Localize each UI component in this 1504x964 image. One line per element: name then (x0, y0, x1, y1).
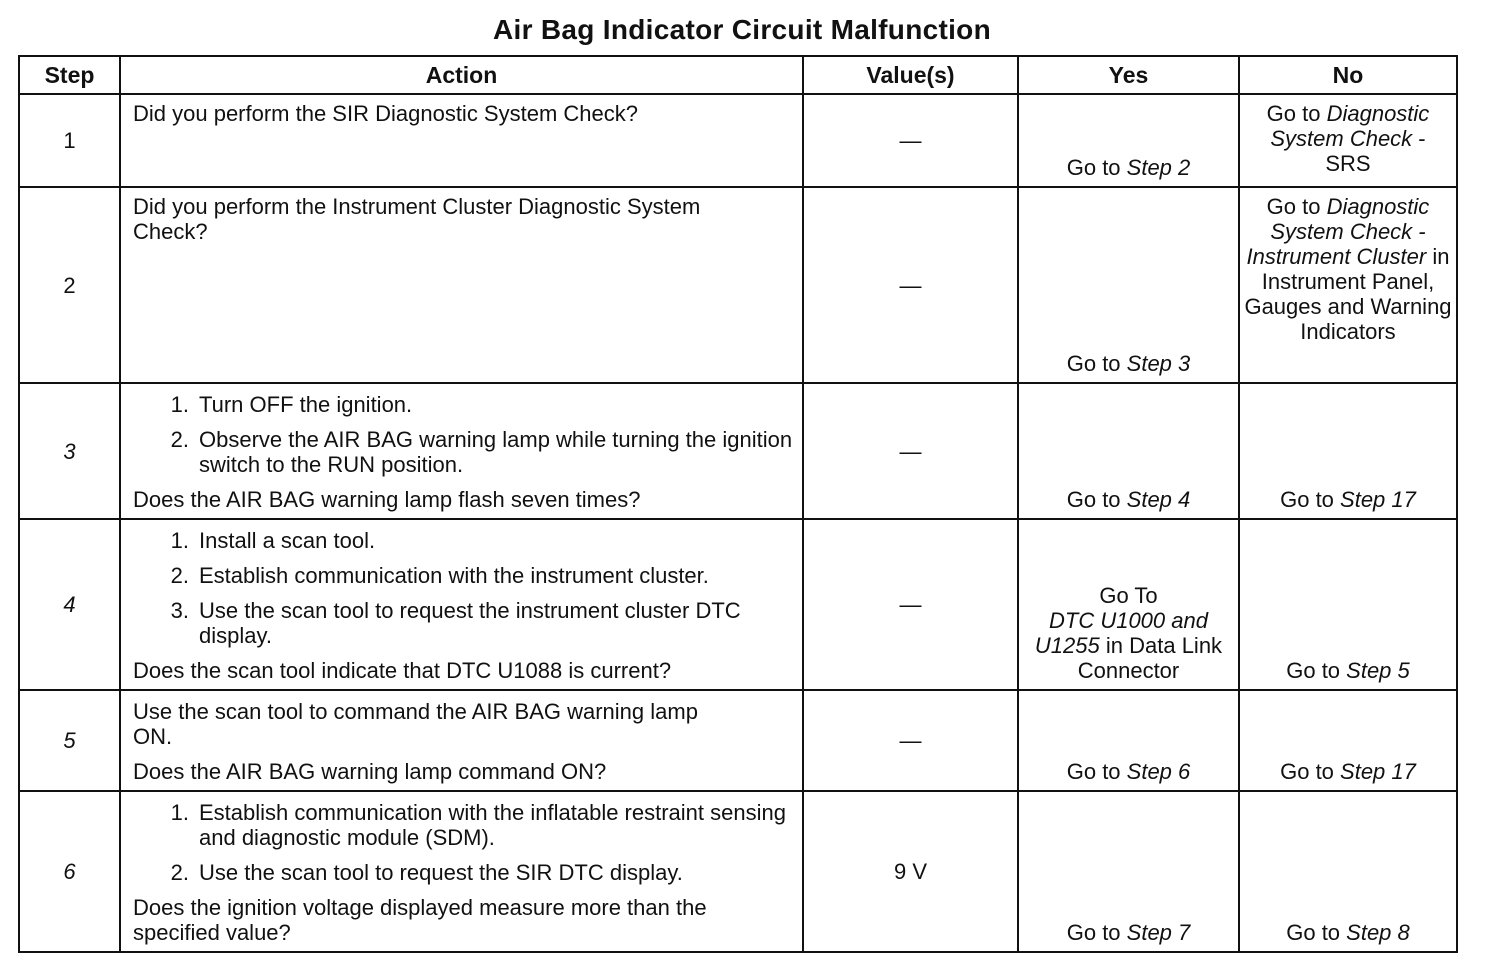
question-text: Does the scan tool indicate that DTC U1088 is current? (133, 658, 672, 683)
action-text: Did you perform the SIR Diagnostic System Check? (133, 101, 638, 126)
yes-cell: Go to Step 7 (1018, 791, 1239, 952)
action-cell (120, 519, 803, 690)
header-action: Action (120, 56, 803, 94)
yes-cell: Go to Step 2 (1018, 94, 1239, 187)
action-text: Did you perform the Instrument Cluster Diagnostic System Check? (133, 194, 701, 244)
diagnostic-table (18, 55, 1458, 953)
list-item: 2. Use the scan tool to request the SIR DTC display. (170, 860, 683, 885)
procedure-link: Diagnostic System Check (1270, 101, 1430, 151)
step-number: 1 (19, 94, 120, 187)
step-number: 3 (19, 383, 120, 519)
list-item: 1. Establish communication with the inflatable restraint sensing and diagnostic module (SDM). (170, 800, 786, 850)
procedure-link: DTC U1000 and U1255 (1034, 608, 1208, 658)
table-row (19, 791, 1457, 952)
procedure-link: Diagnostic System Check - Instrument Cluster (1246, 194, 1430, 269)
step-number: 2 (19, 187, 120, 383)
page-title: Air Bag Indicator Circuit Malfunction (492, 14, 991, 45)
no-cell: Go to Step 17 (1239, 383, 1457, 519)
value-cell: — (803, 519, 1018, 690)
header-no: No (1239, 56, 1457, 94)
action-cell (120, 791, 803, 952)
step-link: Step 2 (1126, 155, 1191, 180)
step-number: 5 (19, 690, 120, 791)
step-link: Step 17 (1340, 759, 1416, 784)
step-link: Step 7 (1126, 920, 1191, 945)
yes-cell: Go To DTC U1000 and U1255 in Data Link Connector (1018, 519, 1239, 690)
action-cell (120, 94, 803, 187)
action-text: Use the scan tool to command the AIR BAG warning lamp ON. (133, 699, 698, 749)
step-link: Step 6 (1126, 759, 1191, 784)
list-item: 3. Use the scan tool to request the instrument cluster DTC display. (170, 598, 741, 648)
action-cell (120, 187, 803, 383)
table-row (19, 519, 1457, 690)
list-item: 2. Establish communication with the instrument cluster. (170, 563, 709, 588)
value-cell: — (803, 383, 1018, 519)
value-cell: 9 V (803, 791, 1018, 952)
step-number: 6 (19, 791, 120, 952)
step-link: Step 4 (1126, 487, 1191, 512)
table-row (19, 94, 1457, 187)
header-yes: Yes (1018, 56, 1239, 94)
list-item: 2. Observe the AIR BAG warning lamp while turning the ignition switch to the RUN position. (170, 427, 793, 477)
step-link: Step 8 (1346, 920, 1410, 945)
question-text: Does the AIR BAG warning lamp flash seven times? (133, 487, 641, 512)
action-cell (120, 690, 803, 791)
no-cell: Go to Step 5 (1239, 519, 1457, 690)
question-text: Does the ignition voltage displayed measure more than the specified value? (133, 895, 707, 945)
value-cell: — (803, 690, 1018, 791)
no-cell: Go to Diagnostic System Check - SRS (1239, 94, 1457, 187)
yes-cell: Go to Step 3 (1018, 187, 1239, 383)
table-row (19, 690, 1457, 791)
no-cell: Go to Diagnostic System Check - Instrument Cluster in Instrument Panel, Gauges and Warning Indicators (1239, 187, 1457, 383)
question-text: Does the AIR BAG warning lamp command ON? (133, 759, 607, 784)
no-cell: Go to Step 17 (1239, 690, 1457, 791)
header-row (19, 56, 1457, 94)
value-cell: — (803, 187, 1018, 383)
list-item: 1. Turn OFF the ignition. (170, 392, 413, 417)
yes-cell: Go to Step 6 (1018, 690, 1239, 791)
yes-cell: Go to Step 4 (1018, 383, 1239, 519)
step-number: 4 (19, 519, 120, 690)
list-item: 1. Install a scan tool. (170, 528, 376, 553)
table-row (19, 383, 1457, 519)
step-link: Step 3 (1126, 351, 1191, 376)
step-link: Step 17 (1340, 487, 1416, 512)
step-link: Step 5 (1346, 658, 1410, 683)
header-step: Step (19, 56, 120, 94)
no-cell: Go to Step 8 (1239, 791, 1457, 952)
header-values: Value(s) (803, 56, 1018, 94)
table-row (19, 187, 1457, 383)
value-cell: — (803, 94, 1018, 187)
action-cell (120, 383, 803, 519)
